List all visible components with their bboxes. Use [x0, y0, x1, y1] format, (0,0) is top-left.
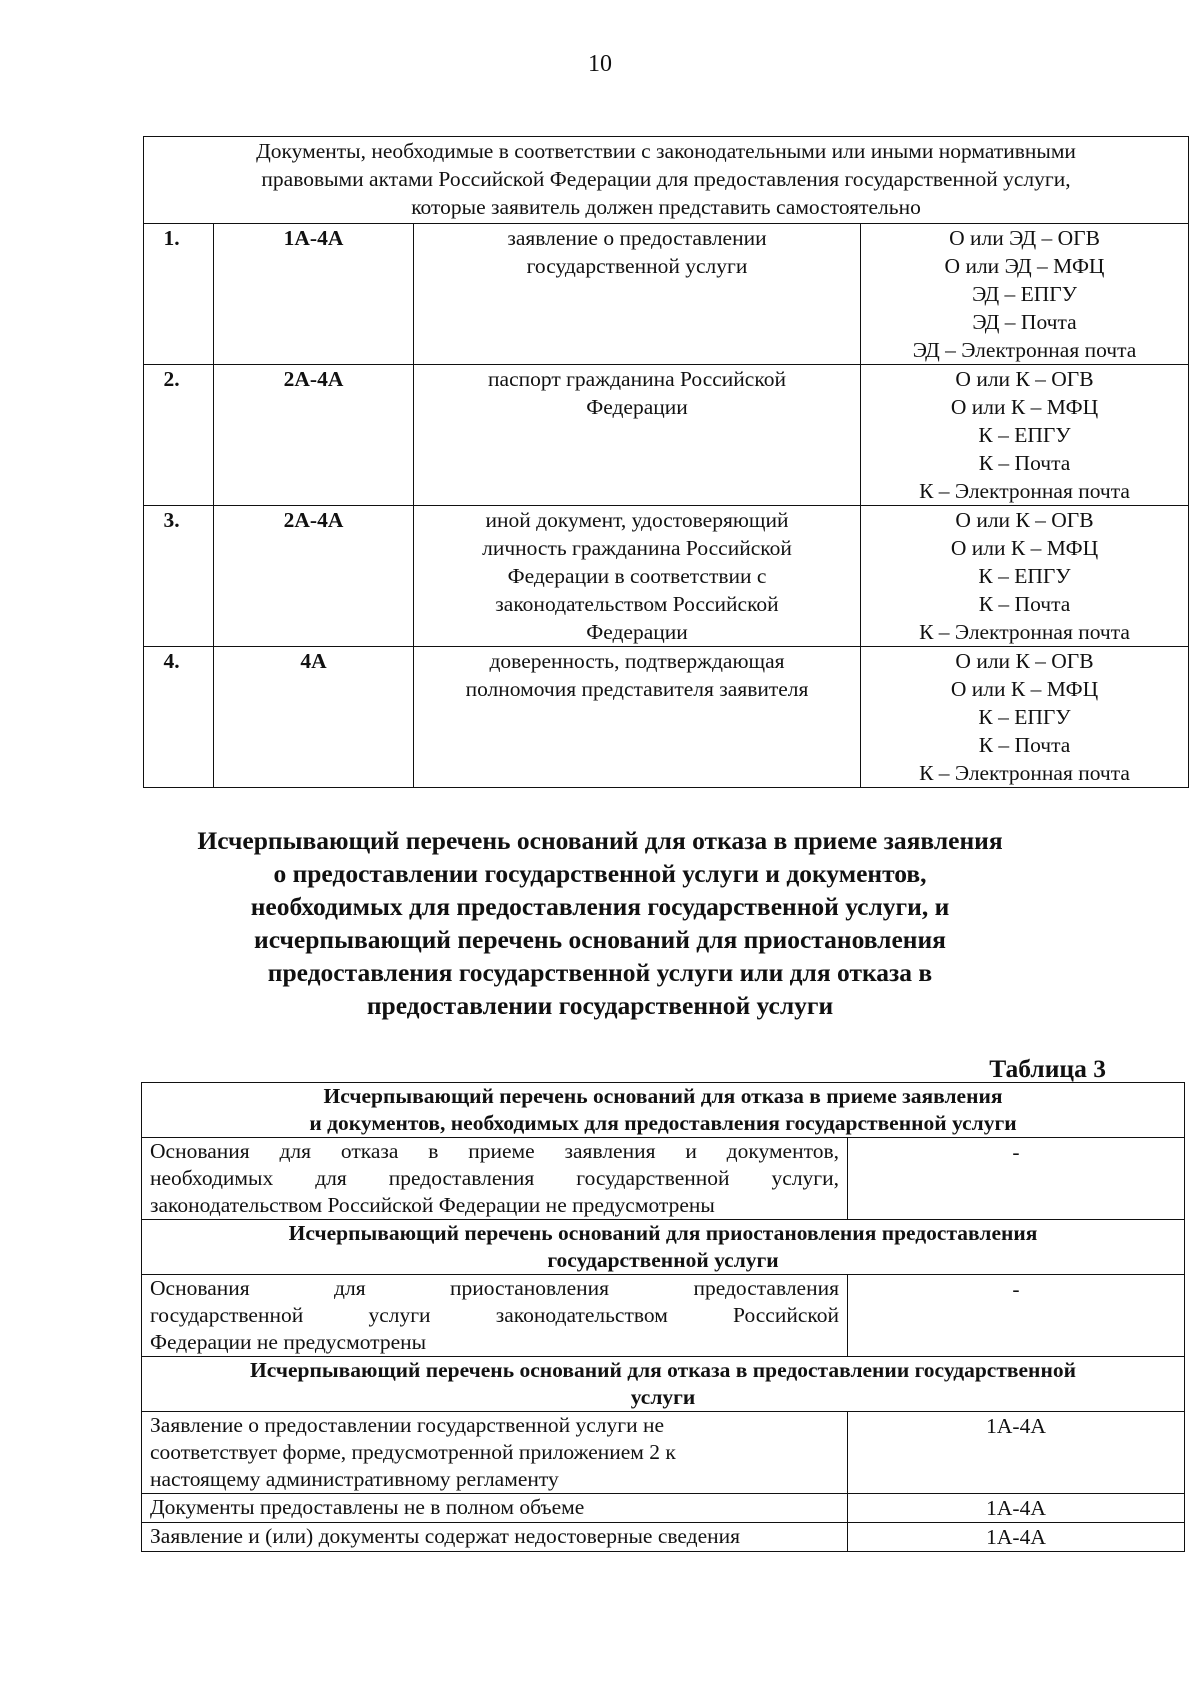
- heading-line: предоставления государственной услуги или для отказа в: [267, 958, 933, 987]
- grounds-text: [142, 1494, 848, 1523]
- text-line: Федерации: [586, 620, 688, 644]
- table-row: [142, 1275, 1185, 1357]
- text-line: Заявление и (или) документы содержат недостоверные сведения: [150, 1524, 741, 1548]
- form-line: О или К – ОГВ: [955, 367, 1094, 391]
- form-line: К – ЕПГУ: [978, 564, 1071, 588]
- title-line: государственной услуги: [547, 1248, 779, 1272]
- heading-line: о предоставлении государственной услуги и документов,: [273, 859, 927, 888]
- form-line: К – ЕПГУ: [978, 423, 1071, 447]
- title-line: Исчерпывающий перечень оснований для отказа в предоставлении государственной: [250, 1358, 1076, 1382]
- grounds-value: 1А-4А: [848, 1412, 1185, 1494]
- applicant-codes: 2А-4А: [214, 506, 414, 647]
- applicant-codes: 4А: [214, 647, 414, 788]
- text-line: личность гражданина Российской: [482, 536, 792, 560]
- text-line: Федерации не предусмотрены: [150, 1330, 427, 1354]
- table-row: [144, 506, 1189, 647]
- text-line: доверенность, подтверждающая: [489, 649, 785, 673]
- text-line: Заявление о предоставлении государственной услуги не: [150, 1413, 665, 1437]
- row-number: 4.: [144, 647, 214, 788]
- text-line: государственной услуги: [526, 254, 748, 278]
- text-line: законодательством Российской: [495, 592, 779, 616]
- section-title: [142, 1357, 1185, 1412]
- document-name: [414, 506, 861, 647]
- form-line: К – Электронная почта: [919, 761, 1130, 785]
- grounds-text: [142, 1412, 848, 1494]
- form-line: О или ЭД – МФЦ: [944, 254, 1105, 278]
- header-line: Документы, необходимые в соответствии с законодательными или иными нормативными: [256, 139, 1076, 163]
- form-line: К – Электронная почта: [919, 620, 1130, 644]
- text-line: полномочия представителя заявителя: [465, 677, 809, 701]
- row-number: 1.: [144, 224, 214, 365]
- section-title-row: [142, 1083, 1185, 1138]
- row-number: 2.: [144, 365, 214, 506]
- applicant-codes: 2А-4А: [214, 365, 414, 506]
- title-line: услуги: [630, 1385, 696, 1409]
- form-line: О или К – МФЦ: [950, 395, 1099, 419]
- text-line: необходимых для предоставления государственной услуги,: [150, 1166, 839, 1190]
- document-name: [414, 647, 861, 788]
- form-line: К – Почта: [978, 733, 1071, 757]
- applicant-codes: 1А-4А: [214, 224, 414, 365]
- heading-line: предоставлении государственной услуги: [366, 991, 834, 1020]
- title-line: Исчерпывающий перечень оснований для отказа в приеме заявления: [323, 1084, 1003, 1108]
- refusal-grounds-table: [141, 1082, 1185, 1552]
- text-line: Федерации в соответствии с: [507, 564, 767, 588]
- table-row: [142, 1412, 1185, 1494]
- text-line: законодательством Российской Федерации не предусмотрены: [150, 1193, 715, 1217]
- table-row: [144, 365, 1189, 506]
- text-line: настоящему административному регламенту: [150, 1467, 559, 1491]
- table-row: [144, 224, 1189, 365]
- submission-forms: [861, 365, 1189, 506]
- form-line: ЭД – Электронная почта: [912, 338, 1137, 362]
- submission-forms: [861, 224, 1189, 365]
- form-line: ЭД – Почта: [972, 310, 1077, 334]
- header-line: правовыми актами Российской Федерации для предоставления государственной услуги,: [261, 167, 1071, 191]
- documents-table-header-row: [144, 137, 1189, 224]
- form-line: ЭД – ЕПГУ: [972, 282, 1077, 306]
- grounds-value: 1А-4А: [848, 1494, 1185, 1523]
- heading-line: необходимых для предоставления государственной услуги, и: [250, 892, 950, 921]
- text-line: Документы предоставлены не в полном объеме: [150, 1495, 585, 1519]
- section-title: [142, 1220, 1185, 1275]
- form-line: О или К – ОГВ: [955, 508, 1094, 532]
- grounds-text: [142, 1275, 848, 1357]
- table-row: [142, 1523, 1185, 1552]
- section-heading: [0, 824, 1200, 1022]
- table-row: [144, 647, 1189, 788]
- form-line: К – Почта: [978, 451, 1071, 475]
- text-line: Основания для отказа в приеме заявления и документов,: [150, 1139, 839, 1163]
- text-line: государственной услуги законодательством Российской: [150, 1303, 839, 1327]
- form-line: О или К – МФЦ: [950, 536, 1099, 560]
- text-line: иной документ, удостоверяющий: [485, 508, 789, 532]
- section-title: [142, 1083, 1185, 1138]
- document-name: [414, 224, 861, 365]
- documents-table: [143, 136, 1189, 788]
- title-line: и документов, необходимых для предоставления государственной услуги: [309, 1111, 1017, 1135]
- page-number: 10: [588, 51, 612, 77]
- section-title-row: [142, 1357, 1185, 1412]
- row-number: 3.: [144, 506, 214, 647]
- grounds-text: [142, 1138, 848, 1220]
- grounds-text: [142, 1523, 848, 1552]
- documents-table-header: [144, 137, 1189, 224]
- text-line: соответствует форме, предусмотренной приложением 2 к: [150, 1440, 676, 1464]
- heading-line: исчерпывающий перечень оснований для приостановления: [254, 925, 946, 954]
- document-name: [414, 365, 861, 506]
- grounds-value: -: [848, 1275, 1185, 1357]
- table-row: [142, 1494, 1185, 1523]
- heading-line: Исчерпывающий перечень оснований для отказа в приеме заявления: [197, 826, 1003, 855]
- section-title-row: [142, 1220, 1185, 1275]
- form-line: К – Электронная почта: [919, 479, 1130, 503]
- form-line: К – ЕПГУ: [978, 705, 1071, 729]
- form-line: О или К – ОГВ: [955, 649, 1094, 673]
- form-line: О или К – МФЦ: [950, 677, 1099, 701]
- submission-forms: [861, 647, 1189, 788]
- table-caption: Таблица 3: [989, 1054, 1106, 1083]
- form-line: К – Почта: [978, 592, 1071, 616]
- text-line: заявление о предоставлении: [507, 226, 767, 250]
- header-line: которые заявитель должен представить самостоятельно: [411, 195, 921, 219]
- text-line: Федерации: [586, 395, 688, 419]
- text-line: паспорт гражданина Российской: [488, 367, 786, 391]
- grounds-value: -: [848, 1138, 1185, 1220]
- table-row: [142, 1138, 1185, 1220]
- grounds-value: 1А-4А: [848, 1523, 1185, 1552]
- form-line: О или ЭД – ОГВ: [949, 226, 1100, 250]
- text-line: Основания для приостановления предоставления: [150, 1276, 839, 1300]
- submission-forms: [861, 506, 1189, 647]
- title-line: Исчерпывающий перечень оснований для приостановления предоставления: [288, 1221, 1038, 1245]
